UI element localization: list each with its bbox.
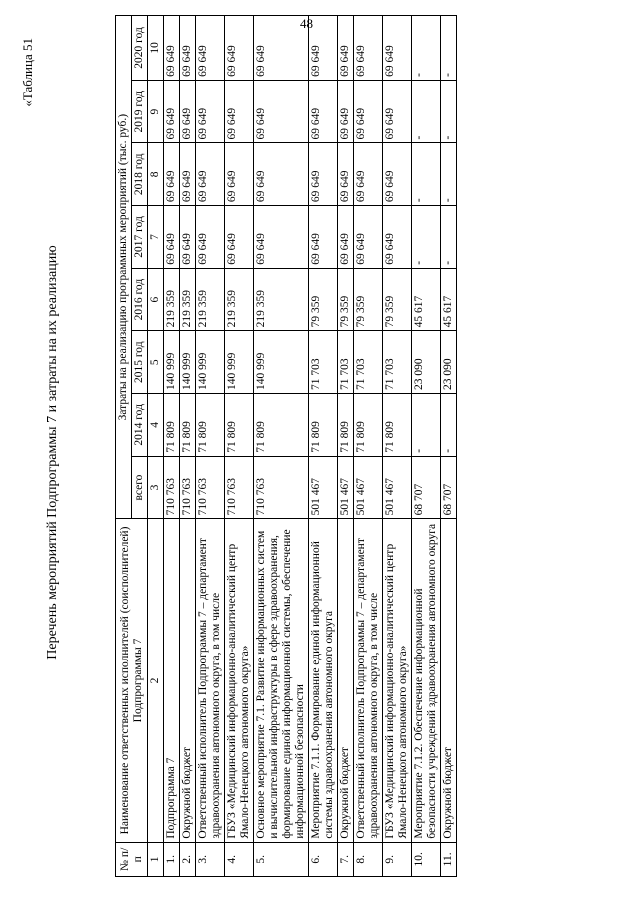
- year-cell: 71 809: [354, 394, 383, 457]
- year-cell: 23 090: [412, 331, 441, 394]
- year-cell: -: [441, 394, 457, 457]
- year-cell: 219 359: [225, 268, 254, 331]
- costs-table: [115, 15, 457, 877]
- document-title: Перечень мероприятий Подпрограммы 7 и затраты на их реализацию: [45, 245, 60, 660]
- total-cell: 710 763: [196, 456, 225, 519]
- header-year: 2019 год: [132, 80, 148, 143]
- year-cell: 45 617: [441, 268, 457, 331]
- year-cell: -: [441, 206, 457, 269]
- year-cell: -: [412, 16, 441, 81]
- year-cell: 69 649: [164, 80, 180, 143]
- year-cell: 69 649: [354, 80, 383, 143]
- year-cell: 140 999: [225, 331, 254, 394]
- year-cell: 69 649: [254, 16, 309, 81]
- table-row: [441, 16, 457, 877]
- year-cell: 69 649: [354, 206, 383, 269]
- total-cell: 710 763: [164, 456, 180, 519]
- page-number: 48: [300, 16, 313, 31]
- year-cell: 140 999: [196, 331, 225, 394]
- table-row: [338, 16, 354, 877]
- year-cell: 69 649: [180, 16, 196, 81]
- year-cell: 219 359: [180, 268, 196, 331]
- year-cell: -: [412, 80, 441, 143]
- total-cell: 501 467: [383, 456, 412, 519]
- year-cell: 69 649: [254, 80, 309, 143]
- index-cell: 3: [148, 456, 164, 519]
- index-cell: 7: [148, 206, 164, 269]
- total-cell: 68 707: [412, 456, 441, 519]
- index-cell: 2: [148, 519, 164, 842]
- year-cell: 140 999: [254, 331, 309, 394]
- total-cell: 710 763: [225, 456, 254, 519]
- table-row: [196, 16, 225, 877]
- year-cell: 69 649: [383, 16, 412, 81]
- table-row: [412, 16, 441, 877]
- year-cell: 71 703: [354, 331, 383, 394]
- row-number: 2.: [180, 842, 196, 876]
- row-number: 3.: [196, 842, 225, 876]
- year-cell: 69 649: [180, 143, 196, 206]
- total-cell: 501 467: [309, 456, 338, 519]
- year-cell: -: [412, 143, 441, 206]
- year-cell: 69 649: [254, 206, 309, 269]
- year-cell: 23 090: [441, 331, 457, 394]
- year-cell: 69 649: [338, 80, 354, 143]
- total-cell: 501 467: [354, 456, 383, 519]
- year-cell: 69 649: [180, 206, 196, 269]
- total-cell: 501 467: [338, 456, 354, 519]
- table-row: [225, 16, 254, 877]
- row-name: Окружной бюджет: [180, 519, 196, 842]
- header-name: Наименование ответственных исполнителей (соисполнителей) Подпрограммы 7: [116, 519, 148, 842]
- year-cell: 71 809: [180, 394, 196, 457]
- row-name: Подпрограмма 7: [164, 519, 180, 842]
- table-body: [164, 16, 457, 877]
- table-row: [180, 16, 196, 877]
- header-year: 2015 год: [132, 331, 148, 394]
- year-cell: 219 359: [254, 268, 309, 331]
- index-cell: 10: [148, 16, 164, 81]
- year-cell: 69 649: [338, 206, 354, 269]
- year-cell: 69 649: [196, 143, 225, 206]
- year-cell: 69 649: [338, 16, 354, 81]
- year-cell: 71 703: [309, 331, 338, 394]
- header-year: 2018 год: [132, 143, 148, 206]
- row-name: Мероприятие 7.1.1. Формирование единой информационной системы здравоохранения автономного округа: [309, 519, 338, 842]
- table-row: [354, 16, 383, 877]
- row-number: 4.: [225, 842, 254, 876]
- year-cell: -: [412, 394, 441, 457]
- row-number: 8.: [354, 842, 383, 876]
- header-costs: Затраты на реализацию программных мероприятий (тыс. руб.): [116, 16, 132, 519]
- index-cell: 9: [148, 80, 164, 143]
- row-name: ГБУЗ «Медицинский информационно-аналитический центр Ямало-Ненецкого автономного округа»: [225, 519, 254, 842]
- row-number: 1.: [164, 842, 180, 876]
- year-cell: 71 809: [196, 394, 225, 457]
- year-cell: 71 809: [309, 394, 338, 457]
- year-cell: 69 649: [383, 143, 412, 206]
- year-cell: 79 359: [338, 268, 354, 331]
- total-cell: 710 763: [254, 456, 309, 519]
- header-year: 2016 год: [132, 268, 148, 331]
- year-cell: 69 649: [309, 206, 338, 269]
- row-name: Ответственный исполнитель Подпрограммы 7 – департамент здравоохранения автономного округа, в том числе: [354, 519, 383, 842]
- year-cell: 69 649: [196, 16, 225, 81]
- year-cell: 71 703: [338, 331, 354, 394]
- table-row: [309, 16, 338, 877]
- index-row: [148, 16, 164, 877]
- row-number: 6.: [309, 842, 338, 876]
- table-row: [383, 16, 412, 877]
- header-year: 2020 год: [132, 16, 148, 81]
- year-cell: 69 649: [354, 16, 383, 81]
- year-cell: 71 809: [383, 394, 412, 457]
- year-cell: 219 359: [164, 268, 180, 331]
- header-year: 2017 год: [132, 206, 148, 269]
- index-cell: 6: [148, 268, 164, 331]
- year-cell: 69 649: [225, 16, 254, 81]
- year-cell: 69 649: [164, 16, 180, 81]
- year-cell: 79 359: [383, 268, 412, 331]
- year-cell: 69 649: [225, 80, 254, 143]
- year-cell: 69 649: [309, 80, 338, 143]
- header-row-1: [116, 16, 132, 877]
- year-cell: 140 999: [180, 331, 196, 394]
- year-cell: 69 649: [180, 80, 196, 143]
- year-cell: 71 703: [383, 331, 412, 394]
- year-cell: 71 809: [225, 394, 254, 457]
- year-cell: 69 649: [383, 80, 412, 143]
- row-number: 7.: [338, 842, 354, 876]
- year-cell: 71 809: [338, 394, 354, 457]
- year-cell: 69 649: [254, 143, 309, 206]
- row-name: Мероприятие 7.1.2. Обеспечение информационной безопасности учреждений здравоохранения автономного округа: [412, 519, 441, 842]
- year-cell: 71 809: [254, 394, 309, 457]
- row-number: 9.: [383, 842, 412, 876]
- row-name: Окружной бюджет: [338, 519, 354, 842]
- year-cell: -: [441, 16, 457, 81]
- row-number: 11.: [441, 842, 457, 876]
- header-total: всего: [132, 456, 148, 519]
- row-name: ГБУЗ «Медицинский информационно-аналитический центр Ямало-Ненецкого автономного округа»: [383, 519, 412, 842]
- header-num: № п/п: [116, 842, 148, 876]
- table-label: «Таблица 51: [20, 38, 35, 107]
- year-cell: -: [441, 80, 457, 143]
- row-name: Ответственный исполнитель Подпрограммы 7 – департамент здравоохранения автономного округа, в том числе: [196, 519, 225, 842]
- table-row: [254, 16, 309, 877]
- year-cell: 69 649: [309, 143, 338, 206]
- year-cell: 69 649: [338, 143, 354, 206]
- total-cell: 68 707: [441, 456, 457, 519]
- year-cell: 69 649: [383, 206, 412, 269]
- header-year: 2014 год: [132, 394, 148, 457]
- row-number: 5.: [254, 842, 309, 876]
- year-cell: 69 649: [225, 206, 254, 269]
- year-cell: 69 649: [196, 206, 225, 269]
- row-name: Основное мероприятие 7.1. Развитие информационных систем и вычислительной инфраструктуры в сфере здравоохранения, формирование единой информационной системы, обеспечение информационной безопасности: [254, 519, 309, 842]
- year-cell: 69 649: [309, 16, 338, 81]
- year-cell: -: [441, 143, 457, 206]
- year-cell: 140 999: [164, 331, 180, 394]
- year-cell: 79 359: [309, 268, 338, 331]
- year-cell: 69 649: [196, 80, 225, 143]
- row-name: Окружной бюджет: [441, 519, 457, 842]
- index-cell: 5: [148, 331, 164, 394]
- index-cell: 1: [148, 842, 164, 876]
- row-number: 10.: [412, 842, 441, 876]
- year-cell: 69 649: [164, 206, 180, 269]
- year-cell: -: [412, 206, 441, 269]
- year-cell: 69 649: [164, 143, 180, 206]
- year-cell: 69 649: [225, 143, 254, 206]
- year-cell: 71 809: [164, 394, 180, 457]
- year-cell: 69 649: [354, 143, 383, 206]
- table-row: [164, 16, 180, 877]
- index-cell: 8: [148, 143, 164, 206]
- year-cell: 79 359: [354, 268, 383, 331]
- year-cell: 45 617: [412, 268, 441, 331]
- total-cell: 710 763: [180, 456, 196, 519]
- year-cell: 219 359: [196, 268, 225, 331]
- index-cell: 4: [148, 394, 164, 457]
